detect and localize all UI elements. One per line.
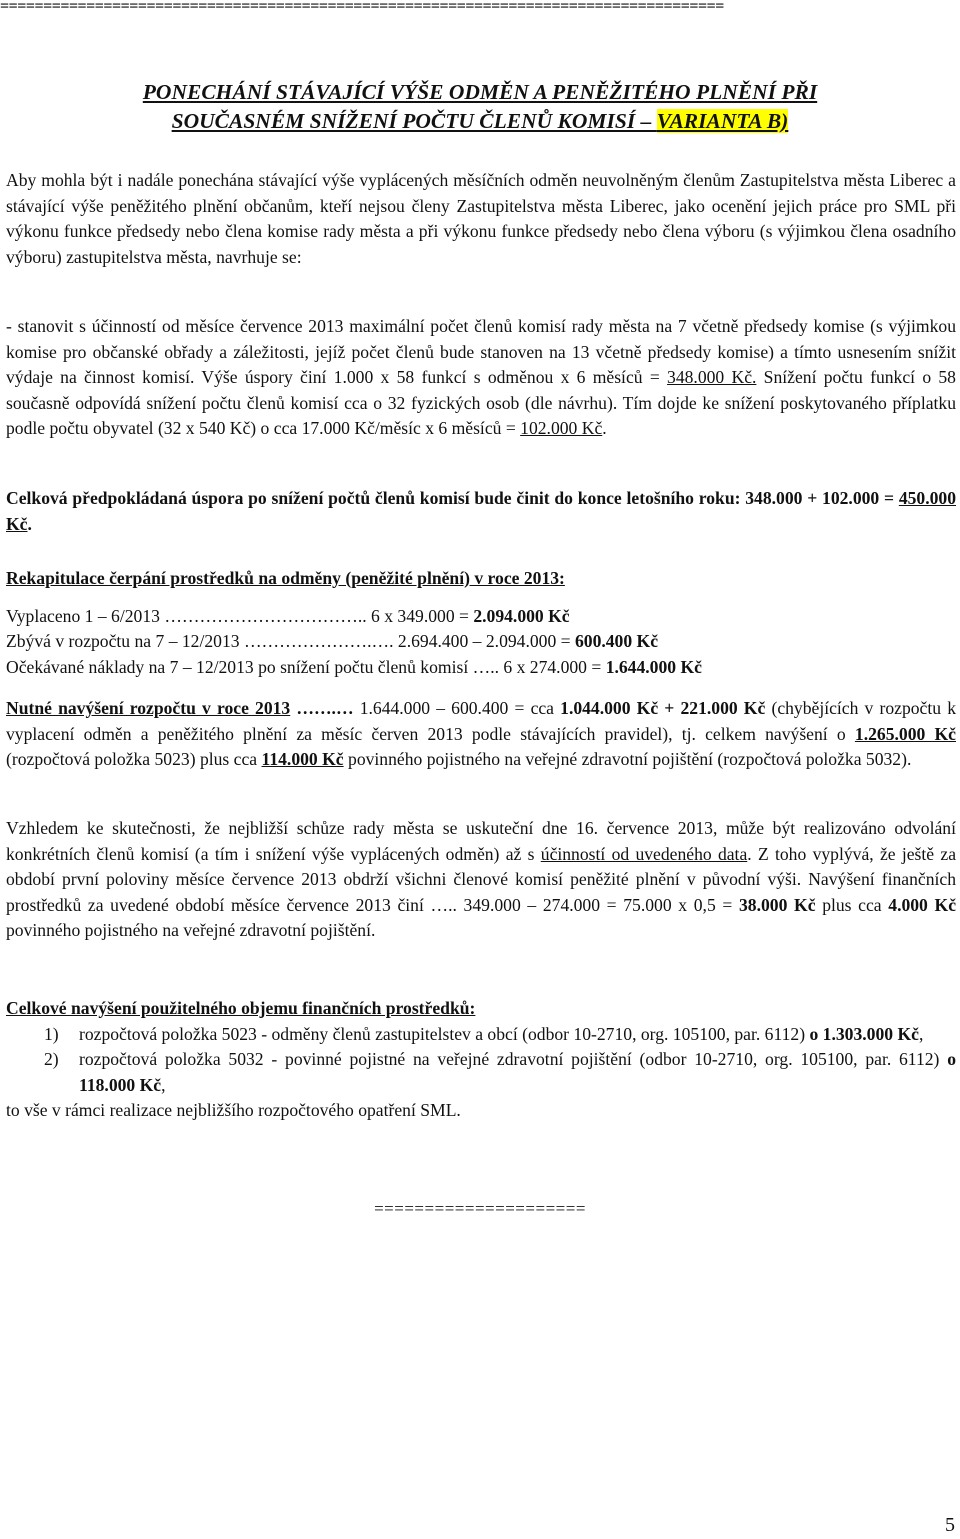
- list-item-amount: 1.303.000 Kč: [822, 1023, 919, 1044]
- title-line-2: SOUČASNÉM SNÍŽENÍ POČTU ČLENŮ KOMISÍ –: [171, 109, 657, 133]
- proposal-text-3: .: [602, 418, 607, 438]
- proposal-text-1: - stanovit s účinností od měsíce července 2013 maximální počet členů komisí rady města na 7 včetně předsedy komise (s výjimkou komise pro občanské obřady a záležitosti, jejíž počet členů bude stanoven na 13 včetně předsedy komise) a tímto usnesením snížit výdaje na činnost komisí. Výše úspory činí 1.000 x 58 funkcí s odměnou x 6 měsíců =: [6, 316, 956, 387]
- recap-row-expected-value: 1.644.000 Kč: [605, 656, 702, 677]
- list-item-bold-prefix: o: [809, 1023, 823, 1044]
- recap-row-expected-label: Očekávané náklady na 7 – 12/2013 po snížení počtu členů komisí ….. 6 x 274.000 =: [6, 656, 606, 677]
- recap-section: [6, 566, 956, 680]
- list-item-tail: ,: [161, 1074, 166, 1095]
- insurance-amount: 114.000 Kč: [261, 749, 344, 769]
- total-savings-paragraph: [6, 486, 956, 537]
- budget-increase-amount: 1.044.000 Kč + 221.000 Kč: [560, 698, 766, 718]
- budget-increase-dots: …….…: [290, 698, 354, 718]
- recap-row-remaining-label: Zbývá v rozpočtu na 7 – 12/2013 ………………….…. 2.694.400 – 2.094.000 =: [6, 631, 575, 651]
- timing-text-3: plus cca: [815, 894, 889, 915]
- footer-separator-rule: =====================: [374, 1199, 586, 1218]
- intro-paragraph: Aby mohla být i nadále ponechána stávající výše vyplácených měsíčních odměn neuvolněným členům Zastupitelstva města Liberec a stávající výše peněžitého plnění občanům, kteří nejsou členy Zastupitelstva města Liberec, jako ocenění jejich práce pro SML při výkonu funkce předsedy nebo člena komise rady města a při výkonu funkce předsedy nebo člena výboru (s výjimkou člena osadního výboru) zastupitelstva města, navrhuje se:: [6, 170, 956, 267]
- budget-increase-text-2: (chybějících v rozpočtu k vyplacení odměn a peněžitého plnění za měsíc červen 2013 podle stávajících pravidel), tj. celkem navýšení o: [6, 698, 956, 744]
- recap-row-remaining-value: 600.400 Kč: [574, 631, 659, 651]
- savings-amount-1: 348.000 Kč.: [667, 367, 757, 387]
- list-item-number: 2): [44, 1049, 59, 1069]
- variant-highlight: VARIANTA B): [656, 109, 789, 133]
- total-savings-tail: .: [27, 513, 32, 534]
- list-item: [6, 1022, 956, 1048]
- recap-row-paid-value: 2.094.000 Kč: [473, 605, 570, 626]
- budget-increase-text-1: 1.644.000 – 600.400 = cca: [353, 698, 561, 718]
- recap-heading: Rekapitulace čerpání prostředků na odměny (peněžité plnění) v roce 2013:: [6, 568, 565, 588]
- budget-increase-total: 1.265.000 Kč: [854, 723, 956, 744]
- recap-row-remaining: [6, 629, 956, 655]
- proposal-text-2: Snížení počtu funkcí o 58 současně odpovídá snížení počtu členů komisí cca o 32 fyzických osob (dle návrhu). Tím dojde ke snížení poskytovaného příplatku podle počtu obyvatel (32 x 540 Kč) o cca 17.000 Kč/měsíc x 6 měsíců =: [6, 367, 956, 438]
- budget-increase-paragraph: [6, 696, 956, 773]
- timing-amount-2: 4.000 Kč: [888, 894, 957, 915]
- top-separator-rule: ====================================================================================: [0, 0, 724, 14]
- list-item-text: rozpočtová položka 5032 - povinné pojistné na veřejné zdravotní pojištění (odbor 10-2710, org. 105100, par. 6112): [79, 1049, 948, 1069]
- page-number: 5: [945, 1514, 955, 1536]
- timing-amount-1: 38.000 Kč: [738, 894, 816, 915]
- timing-text-2: . Z toho vyplývá, že ještě za období první poloviny měsíce července 2013 obdrží všichni členové komisí peněžité plnění v původní výši. Navýšení finančních prostředků za uvedené období měsíce července 2013 činí ….. 349.000 – 274.000 = 75.000 x 0,5 =: [6, 843, 956, 915]
- total-savings-amount: 450.000 Kč: [6, 488, 956, 534]
- list-item: [6, 1047, 956, 1098]
- total-savings-text: Celková předpokládaná úspora po snížení počtů členů komisí bude činit do konce letošního roku: 348.000 + 102.000 =: [6, 488, 899, 508]
- recap-row-paid: [6, 604, 956, 630]
- timing-text-4: povinného pojistného na veřejné zdravotní pojištění.: [6, 920, 376, 940]
- title-line-1: PONECHÁNÍ STÁVAJÍCÍ VÝŠE ODMĚN A PENĚŽITÉHO PLNĚNÍ PŘI: [142, 80, 818, 104]
- list-item-amount: 118.000 Kč: [79, 1074, 162, 1095]
- total-increase-section: [6, 996, 956, 1124]
- document-title: [0, 78, 960, 136]
- recap-row-paid-label: Vyplaceno 1 – 6/2013 …………………………….. 6 x 349.000 =: [6, 605, 474, 626]
- timing-paragraph: [6, 816, 956, 944]
- timing-text-1: Vzhledem ke skutečnosti, že nejbližší schůze rady města se uskuteční dne 16. července 2013, může být realizováno odvolání konkrétních členů komisí (a tím i snížení výše vyplácených odměn) až s: [6, 818, 956, 864]
- total-increase-heading: Celkové navýšení použitelného objemu finančních prostředků:: [6, 998, 476, 1018]
- budget-increase-text-4: povinného pojistného na veřejné zdravotní pojištění (rozpočtová položka 5032).: [343, 749, 912, 769]
- proposal-paragraph: [6, 314, 956, 442]
- closing-line: to vše v rámci realizace nejbližšího rozpočtového opatření SML.: [6, 1100, 461, 1120]
- list-item-number: 1): [44, 1023, 59, 1044]
- timing-effective-date: účinností od uvedeného data: [540, 843, 748, 864]
- list-item-text: rozpočtová položka 5023 - odměny členů zastupitelstev a obcí (odbor 10-2710, org. 105100, par. 6112): [79, 1023, 810, 1044]
- savings-amount-2: 102.000 Kč: [520, 418, 603, 438]
- recap-row-expected: [6, 655, 956, 681]
- budget-increase-heading: Nutné navýšení rozpočtu v roce 2013: [6, 698, 291, 718]
- budget-increase-text-3: (rozpočtová položka 5023) plus cca: [6, 749, 262, 769]
- list-item-bold-prefix: o: [947, 1049, 956, 1069]
- list-item-tail: ,: [918, 1023, 924, 1044]
